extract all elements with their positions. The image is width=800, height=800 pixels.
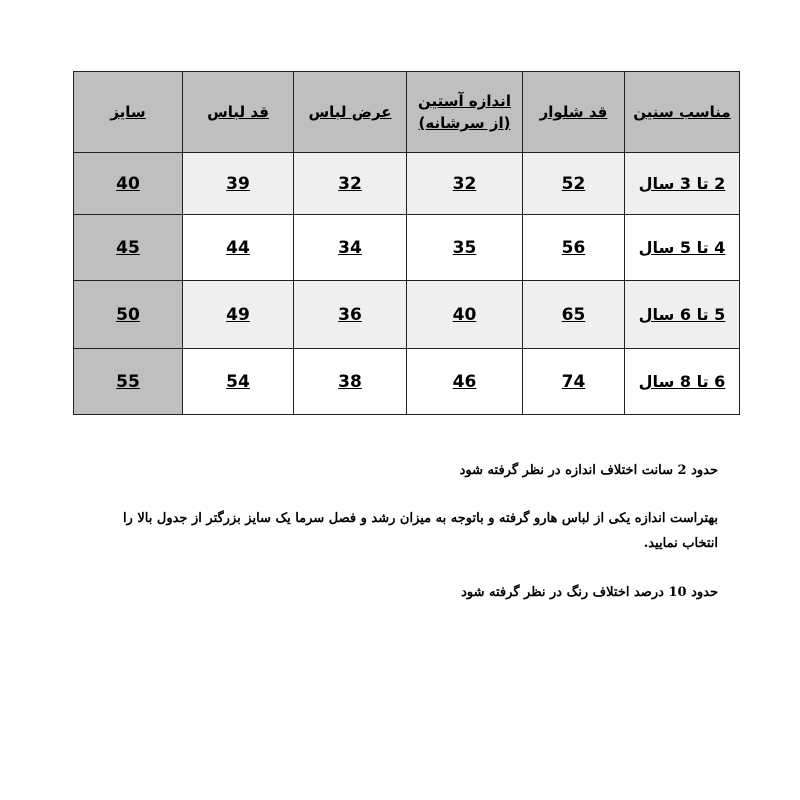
cell-sleeve: 32 xyxy=(407,153,523,215)
cell-width: 34 xyxy=(294,215,407,281)
cell-pants-length: 52 xyxy=(523,153,625,215)
cell-width: 32 xyxy=(294,153,407,215)
header-age: مناسب سنین xyxy=(625,72,740,153)
note-size-advice: بهتراست اندازه یکی از لباس هارو گرفته و باتوجه به میزان رشد و فصل سرما یک سایز بزرگتر از جدول بالا را انتخاب نمایید. xyxy=(122,511,718,551)
table-row xyxy=(74,153,740,215)
header-sleeve-line2: (از سرشانه) xyxy=(418,114,511,132)
header-length: قد لباس xyxy=(183,72,294,153)
cell-length: 49 xyxy=(183,281,294,349)
header-size: سایز xyxy=(74,72,183,153)
cell-age: 2 تا 3 سال xyxy=(625,153,740,215)
size-chart-table xyxy=(73,71,740,415)
cell-length: 54 xyxy=(183,349,294,415)
cell-width: 36 xyxy=(294,281,407,349)
cell-pants-length: 65 xyxy=(523,281,625,349)
header-sleeve xyxy=(407,72,523,153)
cell-sleeve: 40 xyxy=(407,281,523,349)
table-row xyxy=(74,215,740,281)
cell-sleeve: 46 xyxy=(407,349,523,415)
cell-size: 50 xyxy=(74,281,183,349)
cell-size: 40 xyxy=(74,153,183,215)
cell-size: 55 xyxy=(74,349,183,415)
notes-section xyxy=(95,458,718,605)
cell-age: 4 تا 5 سال xyxy=(625,215,740,281)
cell-age: 6 تا 8 سال xyxy=(625,349,740,415)
cell-pants-length: 74 xyxy=(523,349,625,415)
header-width: عرض لباس xyxy=(294,72,407,153)
table-row xyxy=(74,281,740,349)
table-row xyxy=(74,349,740,415)
table-header-row xyxy=(74,72,740,153)
header-sleeve-line1: اندازه آستین xyxy=(418,92,511,110)
cell-size: 45 xyxy=(74,215,183,281)
note-size-tolerance: حدود 2 سانت اختلاف اندازه در نظر گرفته شود xyxy=(459,463,718,478)
cell-pants-length: 56 xyxy=(523,215,625,281)
note-color-tolerance: حدود 10 درصد اختلاف رنگ در نظر گرفته شود xyxy=(461,585,718,600)
cell-length: 44 xyxy=(183,215,294,281)
header-pants-length: قد شلوار xyxy=(523,72,625,153)
cell-sleeve: 35 xyxy=(407,215,523,281)
cell-length: 39 xyxy=(183,153,294,215)
cell-width: 38 xyxy=(294,349,407,415)
cell-age: 5 تا 6 سال xyxy=(625,281,740,349)
